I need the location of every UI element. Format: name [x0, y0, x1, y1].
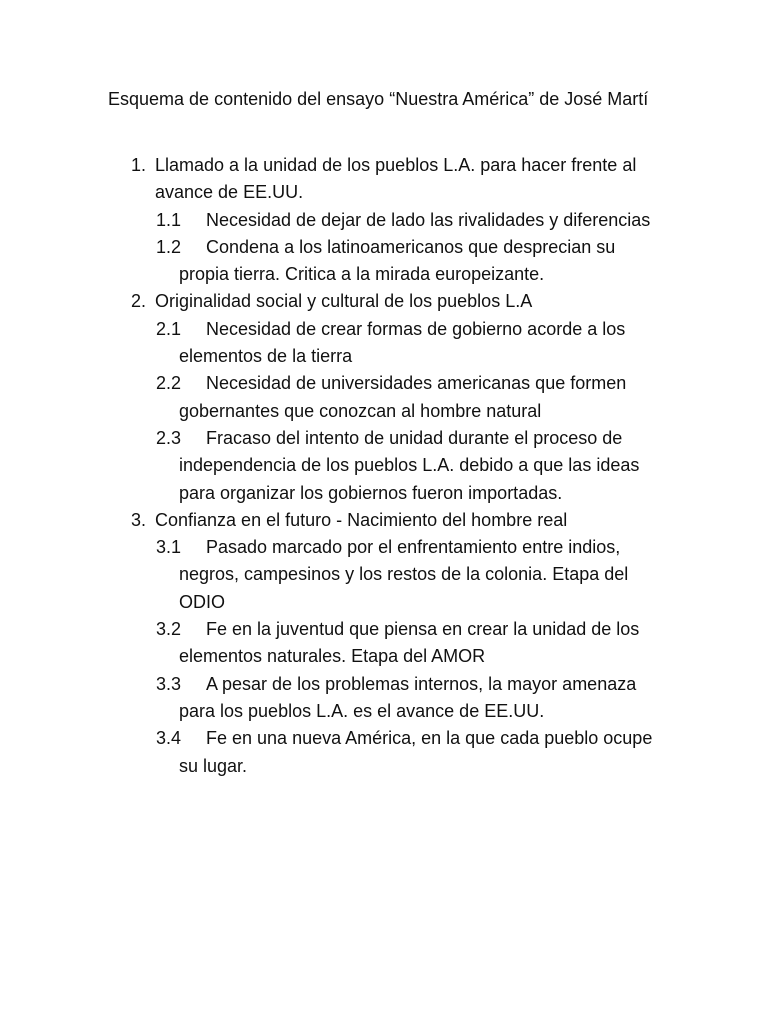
outline-subitem-3-2 — [0, 616, 768, 671]
subitem-text: Fe en la juventud que piensa en crear la unidad de los elementos naturales. Etapa del AMOR — [179, 619, 640, 667]
subitem-text: Necesidad de dejar de lado las rivalidades y diferencias — [206, 209, 651, 230]
outline-item-2 — [0, 288, 768, 315]
subitem-text: Condena a los latinoamericanos que desprecian su propia tierra. Critica a la mirada europeizante. — [179, 236, 616, 285]
subitem-text: A pesar de los problemas internos, la mayor amenaza para los pueblos L.A. es el avance de EE.UU. — [179, 673, 637, 721]
outline-subitem-3-3 — [0, 671, 768, 726]
subitem-text: Fracaso del intento de unidad durante el proceso de independencia de los pueblos L.A. debido a que las ideas para organizar los gobiernos fueron importadas. — [179, 427, 640, 503]
item-number: 3. — [131, 509, 147, 530]
subitem-text: Pasado marcado por el enfrentamiento entre indios, negros, campesinos y los restos de la colonia. Etapa del ODIO — [179, 537, 629, 612]
content-outline — [0, 152, 768, 780]
outline-subitem-3-4 — [0, 725, 768, 780]
outline-subitem-2-2 — [0, 370, 768, 425]
subitem-number: 2.2 — [156, 373, 182, 394]
outline-item-3 — [0, 507, 768, 534]
subitem-number: 2.3 — [156, 427, 182, 448]
outline-subitem-2-3 — [0, 425, 768, 507]
subitem-number: 1.2 — [156, 236, 182, 257]
subitem-text: Necesidad de universidades americanas que formen gobernantes que conozcan al hombre natural — [179, 373, 627, 421]
subitem-number: 1.1 — [156, 209, 182, 230]
subitem-number: 2.1 — [156, 318, 182, 339]
subitem-number: 3.3 — [156, 673, 182, 694]
item-number: 1. — [131, 155, 147, 175]
outline-subitem-2-1 — [0, 316, 768, 371]
outline-subitem-3-1 — [0, 534, 768, 616]
subitem-number: 3.2 — [156, 619, 182, 640]
outline-subitem-1-1 — [0, 207, 768, 234]
item-text: Confianza en el futuro - Nacimiento del hombre real — [155, 509, 568, 530]
subitem-number: 3.1 — [156, 537, 182, 558]
outline-subitem-1-2 — [0, 234, 768, 289]
document-title: Esquema de contenido del ensayo “Nuestra América” de José Martí — [108, 89, 649, 109]
subitem-text: Fe en una nueva América, en la que cada pueblo ocupe su lugar. — [179, 728, 653, 776]
item-text: Llamado a la unidad de los pueblos L.A. para hacer frente al avance de EE.UU. — [155, 155, 637, 203]
item-text: Originalidad social y cultural de los pueblos L.A — [155, 291, 533, 312]
subitem-text: Necesidad de crear formas de gobierno acorde a los elementos de la tierra — [179, 318, 626, 367]
outline-item-1 — [0, 152, 768, 207]
subitem-number: 3.4 — [156, 728, 182, 749]
item-number: 2. — [131, 291, 147, 312]
